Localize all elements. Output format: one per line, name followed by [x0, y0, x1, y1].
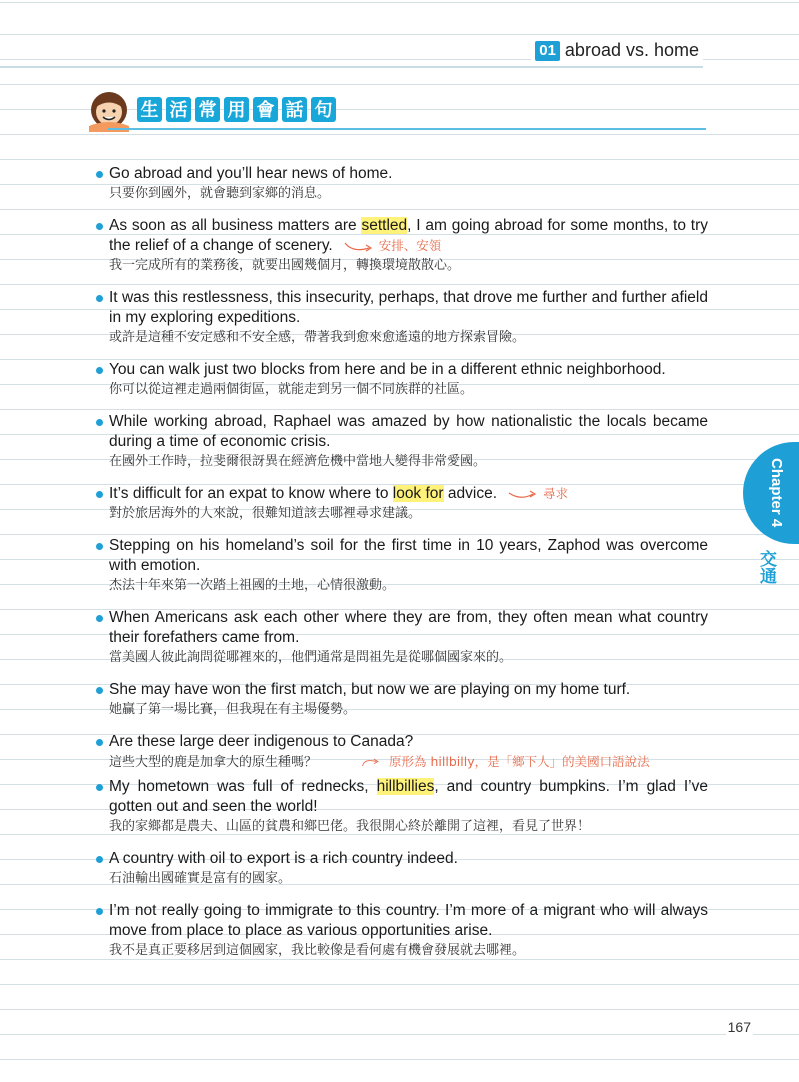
- list-item: [96, 360, 708, 400]
- bullet-icon: [96, 419, 103, 426]
- bullet-icon: [96, 295, 103, 302]
- list-item: [96, 216, 708, 276]
- section-char: 生: [137, 97, 162, 122]
- chinese-translation: 只要你到國外，就會聽到家鄉的消息。: [109, 186, 331, 201]
- chinese-translation: 我不是真正要移居到這個國家，我比較像是看何處有機會發展就去哪裡。: [109, 943, 526, 958]
- list-item: [96, 164, 708, 204]
- chapter-subtitle: 交通: [756, 550, 776, 584]
- list-item: [96, 732, 708, 773]
- vocab-note: 原形為 hillbilly，是「鄉下人」的美國口語說法: [361, 754, 650, 769]
- header-rule: [0, 66, 703, 68]
- bullet-icon: [96, 615, 103, 622]
- english-sentence: A country with oil to export is a rich country indeed.: [109, 850, 458, 867]
- chinese-translation: 她贏了第一場比賽，但我現在有主場優勢。: [109, 702, 357, 717]
- girl-mascot-icon: [85, 86, 133, 132]
- bullet-icon: [96, 543, 103, 550]
- highlighted-phrase: look for: [392, 485, 444, 502]
- list-item: [96, 536, 708, 596]
- bullet-icon: [96, 367, 103, 374]
- section-char: 常: [195, 97, 220, 122]
- list-item: [96, 288, 708, 348]
- english-sentence: When Americans ask each other where they are from, they often mean what country their forefathers came from.: [109, 609, 708, 646]
- bullet-icon: [96, 739, 103, 746]
- section-char: 用: [224, 97, 249, 122]
- curved-arrow-icon: [361, 757, 387, 769]
- chinese-translation: 對於旅居海外的人來說，很難知道該去哪裡尋求建議。: [109, 506, 422, 521]
- chinese-translation: 當美國人彼此詢問從哪裡來的，他們通常是問祖先是從哪個國家來的。: [109, 650, 513, 665]
- bullet-icon: [96, 223, 103, 230]
- header-title: abroad vs. home: [564, 40, 699, 60]
- section-banner: [85, 86, 336, 132]
- chinese-translation: 這些大型的鹿是加拿大的原生種嗎？ 原形為 hillbilly，是「鄉下人」的美國口語說法: [109, 754, 650, 770]
- running-header: [531, 40, 703, 61]
- vocab-note: 安排、安領: [343, 238, 442, 253]
- section-title: [137, 97, 336, 122]
- list-item: [96, 777, 708, 837]
- english-sentence: Are these large deer indigenous to Canada?: [109, 733, 414, 750]
- highlighted-phrase: hillbillies: [376, 778, 435, 795]
- curved-arrow-icon: [507, 489, 541, 501]
- english-sentence: My hometown was full of rednecks, hillbillies, and country bumpkins. I’m glad I’ve gotten out and seen the world!: [109, 778, 708, 815]
- english-sentence: As soon as all business matters are settled, I am going abroad for some months, to try the relief of a change of scenery. 安排、安領: [109, 217, 708, 254]
- list-item: [96, 680, 708, 720]
- chinese-translation: 在國外工作時，拉斐爾很訝異在經濟危機中當地人變得非常愛國。: [109, 454, 487, 469]
- sentence-list: [96, 164, 708, 973]
- chinese-translation: 或許是這種不安定感和不安全感，帶著我到愈來愈遙遠的地方探索冒險。: [109, 330, 526, 345]
- banner-rule: [108, 128, 706, 130]
- vocab-note: 尋求: [507, 486, 568, 501]
- page-number: 167: [727, 1019, 751, 1035]
- bullet-icon: [96, 856, 103, 863]
- highlighted-phrase: settled: [361, 217, 408, 234]
- chinese-translation: 杰法十年來第一次踏上祖國的土地，心情很激動。: [109, 578, 396, 593]
- chinese-translation: 石油輸出國確實是富有的國家。: [109, 871, 292, 886]
- english-sentence: She may have won the first match, but now we are playing on my home turf.: [109, 681, 631, 698]
- chinese-translation: 我的家鄉都是農夫、山區的貧農和鄉巴佬。我很開心終於離開了這裡，看見了世界！: [109, 819, 591, 834]
- chinese-translation: 我一完成所有的業務後，就要出國幾個月，轉換環境散散心。: [109, 258, 461, 273]
- list-item: [96, 608, 708, 668]
- english-sentence: Stepping on his homeland’s soil for the first time in 10 years, Zaphod was overcome with emotion.: [109, 537, 708, 574]
- section-char: 話: [282, 97, 307, 122]
- bullet-icon: [96, 171, 103, 178]
- english-sentence: You can walk just two blocks from here and be in a different ethnic neighborhood.: [109, 361, 666, 378]
- bullet-icon: [96, 491, 103, 498]
- section-char: 會: [253, 97, 278, 122]
- section-char: 句: [311, 97, 336, 122]
- curved-arrow-icon: [343, 241, 377, 253]
- list-item: [96, 901, 708, 961]
- section-char: 活: [166, 97, 191, 122]
- note-keyword: hillbilly: [430, 754, 475, 769]
- bullet-icon: [96, 908, 103, 915]
- list-item: [96, 412, 708, 472]
- bullet-icon: [96, 784, 103, 791]
- chinese-translation: 你可以從這裡走過兩個街區，就能走到另一個不同族群的社區。: [109, 382, 474, 397]
- english-sentence: Go abroad and you’ll hear news of home.: [109, 165, 393, 182]
- chapter-label: Chapter 4: [768, 458, 785, 528]
- header-section-number: 01: [535, 41, 560, 61]
- list-item: [96, 849, 708, 889]
- list-item: [96, 484, 708, 524]
- english-sentence: It was this restlessness, this insecurity, perhaps, that drove me further and further afield in my exploring expeditions.: [109, 289, 708, 326]
- english-sentence: I’m not really going to immigrate to this country. I’m more of a migrant who will always move from place to place as various opportunities arise.: [109, 902, 708, 939]
- english-sentence: While working abroad, Raphael was amazed by how nationalistic the locals became during a time of economic crisis.: [109, 413, 708, 450]
- english-sentence: It’s difficult for an expat to know where to look for advice. 尋求: [109, 485, 569, 502]
- bullet-icon: [96, 687, 103, 694]
